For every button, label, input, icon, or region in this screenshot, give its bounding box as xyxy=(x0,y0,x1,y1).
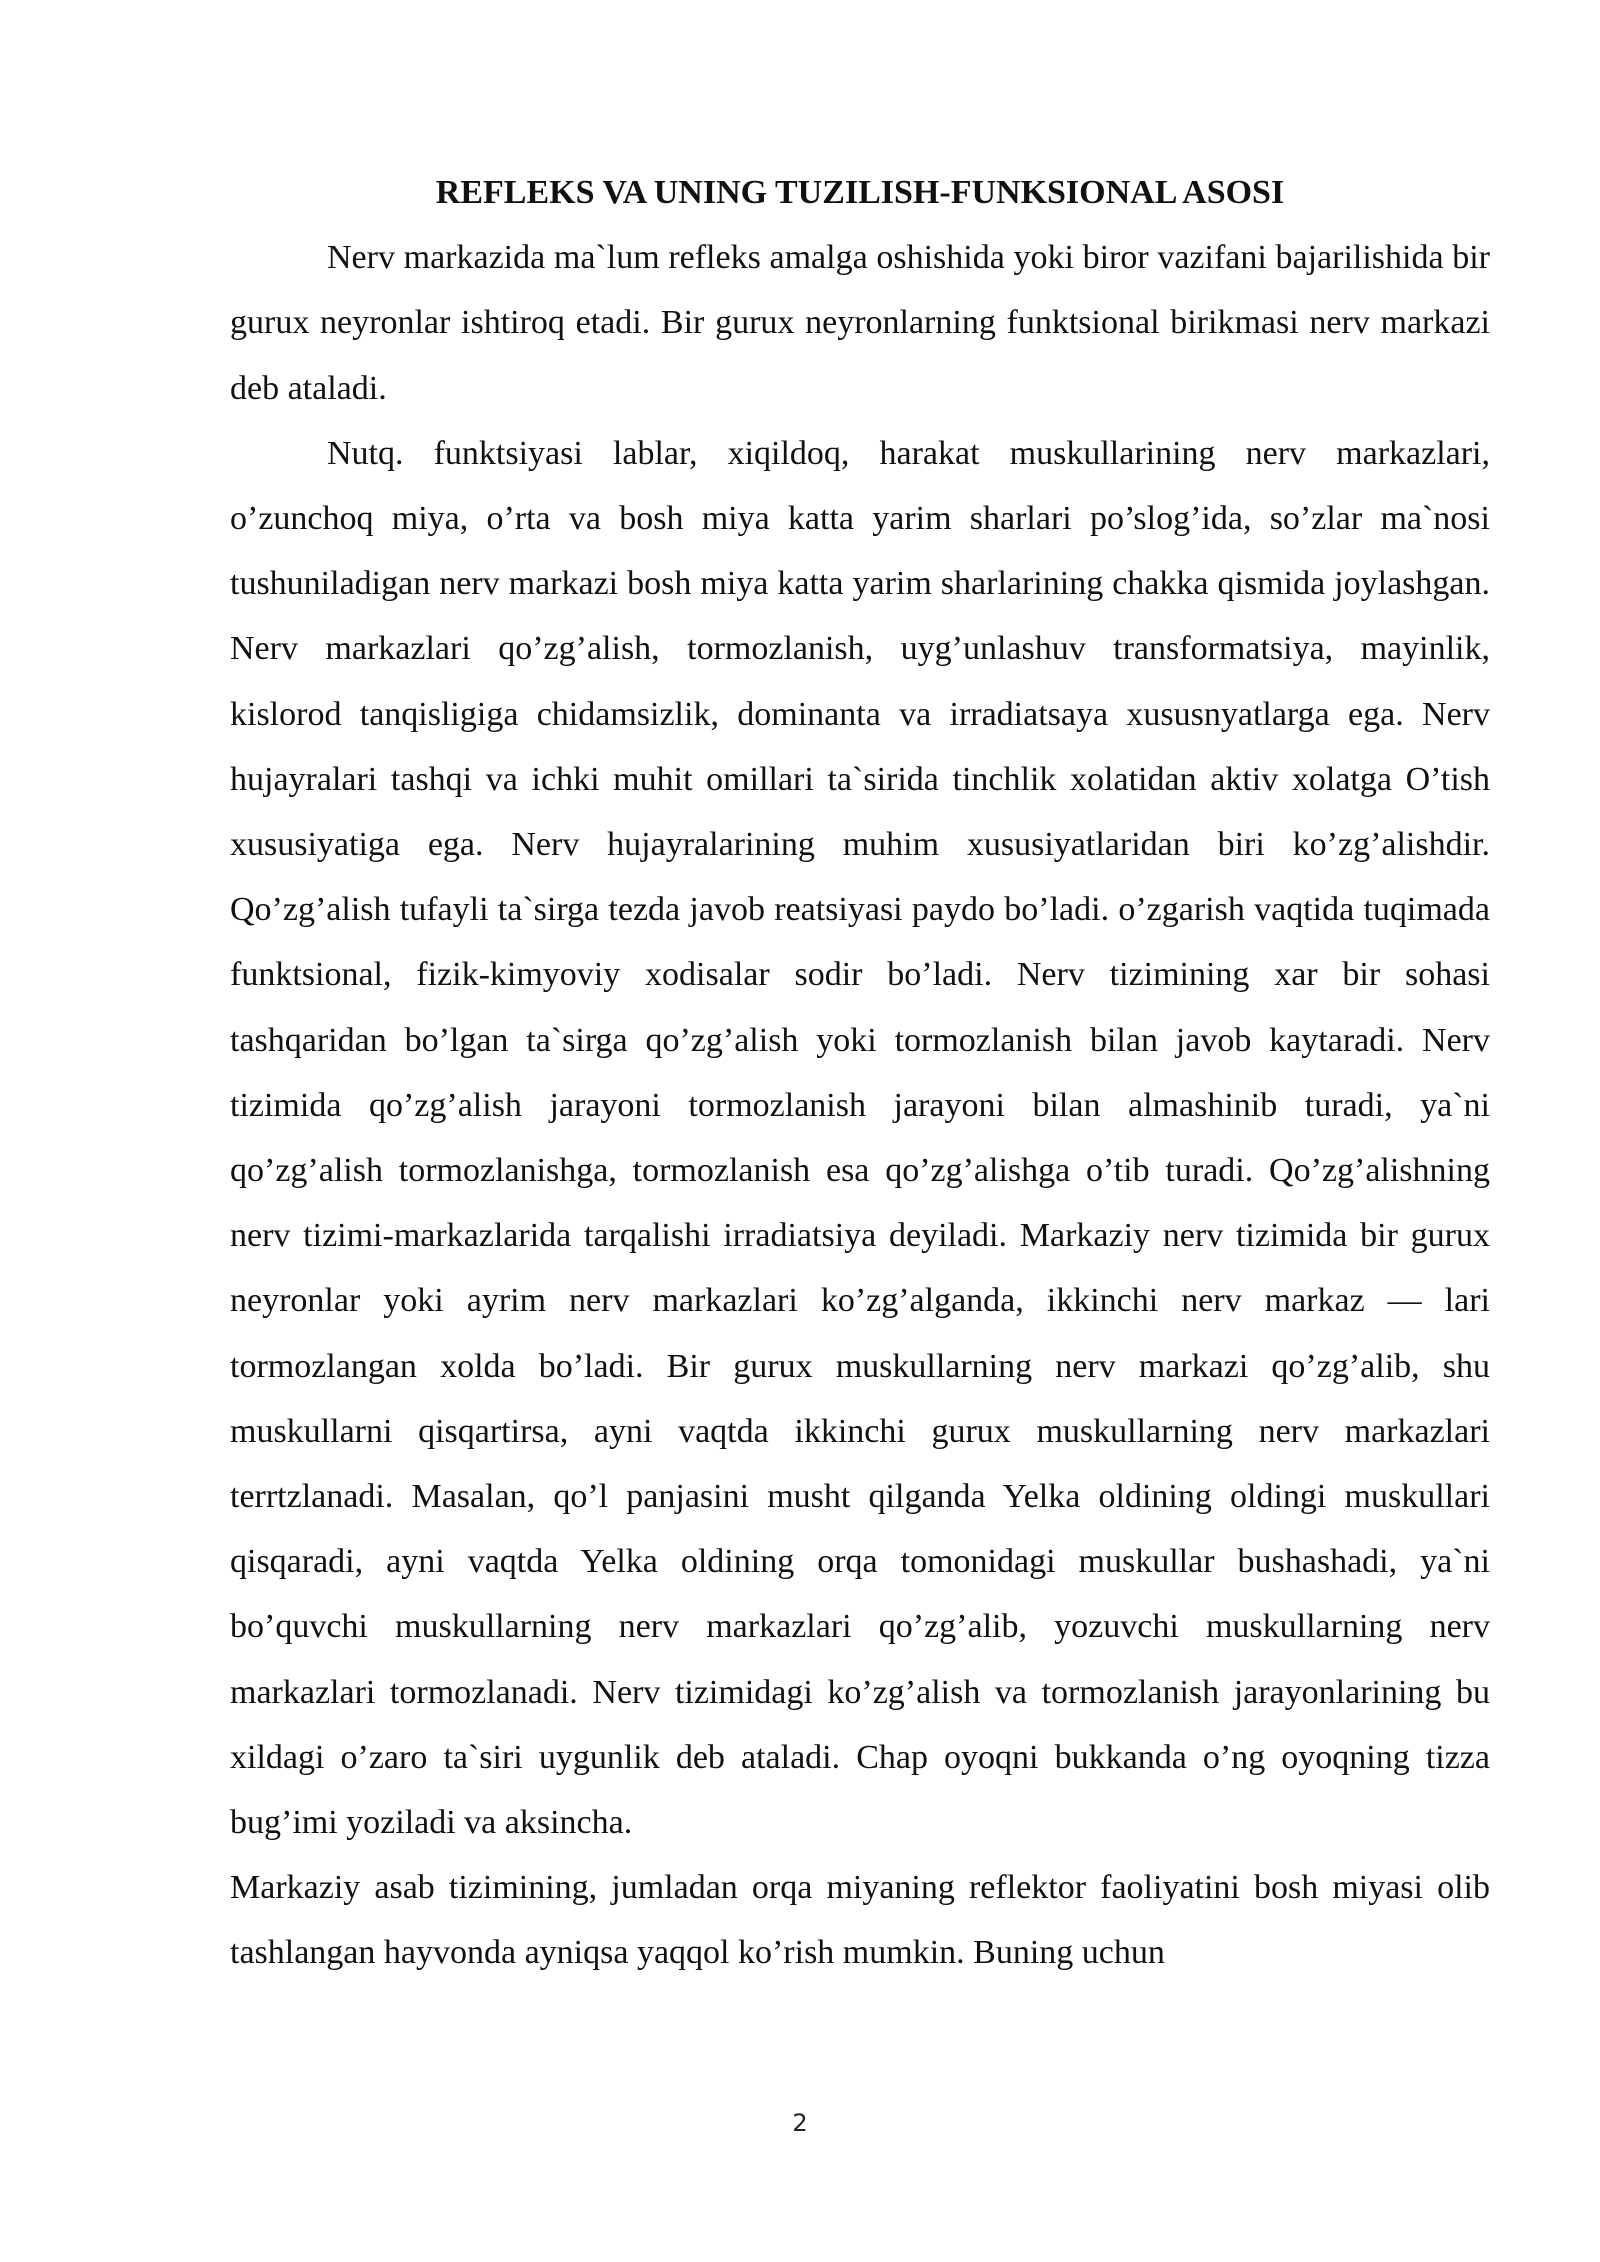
paragraph-1: Nerv markazida ma`lum refleks amalga oshishida yoki biror vazifani bajarilishida bir gurux neyronlar ishtiroq etadi. Bir gurux neyronlarning funktsional birikmasi nerv markazi deb ataladi. xyxy=(230,239,1490,407)
page-body xyxy=(230,160,1490,1986)
page-number: 2 xyxy=(792,2109,808,2137)
paragraph-2: Nutq. funktsiyasi lablar, xiqildoq, harakat muskullarining nerv markazlari, o’zunchoq miya, o’rta va bosh miya katta yarim sharlari po’slog’ida, so’zlar ma`nosi tushuniladigan nerv markazi bosh miya katta yarim sharlarining chakka qismida joylashgan. Nerv markazlari qo’zg’alish, tormozlanish, uyg’unlashuv transformatsiya, mayinlik, kislorod tanqisligiga chidamsizlik, dominanta va irradiatsaya xususnyatlarga ega. Nerv hujayralari tashqi va ichki muhit omillari ta`sirida tinchlik xolatidan aktiv xolatga O’tish xususiyatiga ega. Nerv hujayralarining muhim xususiyatlaridan biri ko’zg’alishdir. Qo’zg’alish tufayli ta`sirga tezda javob reatsiyasi paydo bo’ladi. o’zgarish vaqtida tuqimada funktsional, fizik-kimyoviy xodisalar sodir bo’ladi. Nerv tizimining xar bir sohasi tashqaridan bo’lgan ta`sirga qo’zg’alish yoki tormozlanish bilan javob kaytaradi. Nerv tizimida qo’zg’alish jarayoni tormozlanish jarayoni bilan almashinib turadi, ya`ni qo’zg’alish tormozlanishga, tormozlanish esa qo’zg’alishga o’tib turadi. Qo’zg’alishning nerv tizimi-markazlarida tarqalishi irradiatsiya deyiladi. Markaziy nerv tizimida bir gurux neyronlar yoki ayrim nerv markazlari ko’zg’alganda, ikkinchi nerv markaz — lari tormozlangan xolda bo’ladi. Bir gurux muskullarning nerv markazi qo’zg’alib, shu muskullarni qisqartirsa, ayni vaqtda ikkinchi gurux muskullarning nerv markazlari terrtzlanadi. Masalan, qo’l panjasini musht qilganda Yelka oldining oldingi muskullari qisqaradi, ayni vaqtda Yelka oldining orqa tomonidagi muskullar bushashadi, ya`ni bo’quvchi muskullarning nerv markazlari qo’zg’alib, yozuvchi muskullarning nerv markazlari tormozlanadi. Nerv tizimidagi ko’zg’alish va tormozlanish jarayonlarining bu xildagi o’zaro ta`siri uygunlik deb ataladi. Chap oyoqni bukkanda o’ng oyoqning tizza bug’imi yoziladi va aksincha. xyxy=(230,434,1490,1842)
paragraph-3: Markaziy asab tizimining, jumladan orqa miyaning reflektor faoliyatini bosh miyasi olib tashlangan hayvonda ayniqsa yaqqol ko’rish mumkin. Buning uchun xyxy=(230,1869,1490,1972)
page-title: REFLEKS VA UNING TUZILISH-FUNKSIONAL ASOSI xyxy=(435,174,1285,211)
